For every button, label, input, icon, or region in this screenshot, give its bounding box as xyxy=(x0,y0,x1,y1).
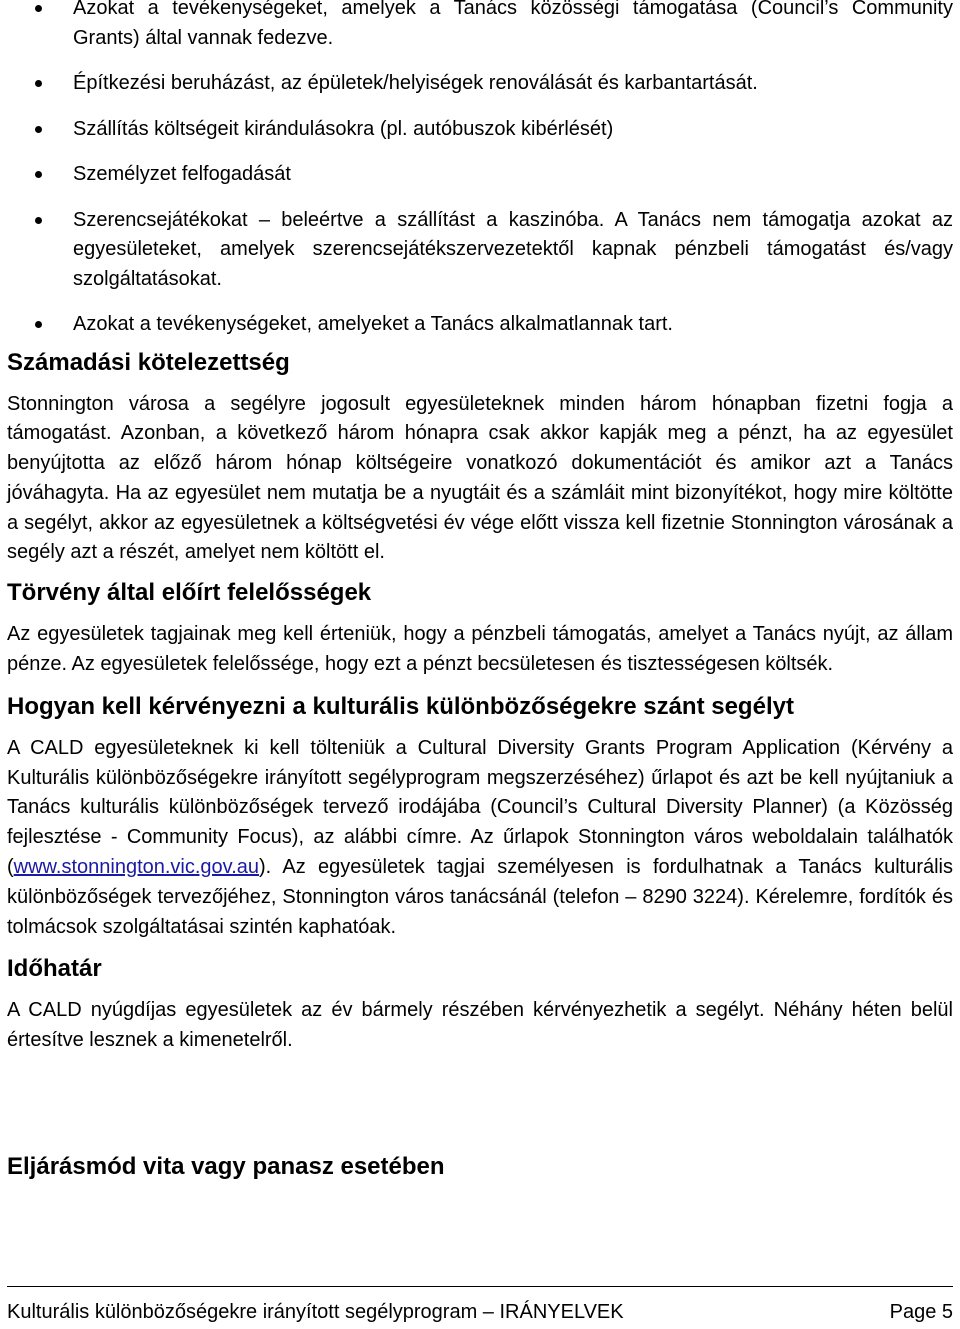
paragraph-deadline: A CALD nyúgdíjas egyesületek az év bármely részében kérvényezhetik a segélyt. Néhány héten belül értesítve lesznek a kimenetelről. xyxy=(7,999,953,1052)
paragraph-accountability: Stonnington városa a segélyre jogosult egyesületeknek minden három hónapban fizetni fogja a támogatást. Azonban, a következő három hónapra csak akkor kapják meg a pénzt, ha az egyesület benyújtotta az előző három hónap költségeire vonatkozó dokumentációt és amikor azt a Tanács jóváhagyta. Ha az egyesület nem mutatja be a nyugtáit és a számláit mint bizonyítékot, hogy mire költötte a segélyt, akkor az egyesületnek a költségvetési év vége előtt vissza kell fizetnie Stonnington városának a segély azt a részét, amelyet nem költött el. xyxy=(7,392,953,564)
heading-deadline: Időhatár xyxy=(7,955,102,983)
list-item xyxy=(7,69,953,99)
list-item-text: Azokat a tevékenységeket, amelyeket a Tanács alkalmatlannak tart. xyxy=(73,313,673,335)
apply-text-start: A CALD egyesületeknek ki kell tölteniük a Cultural Diversity Grants Program Application (Kérvény a Kulturális különbözőségekre irányított segélyprogram megszerzéséhez) űrlapot és azt be kell nyújtaniuk a Tanács kulturális különbözőségek tervező irodájába (Council’s Cultural Diversity Planner) (a Közösség fejlesztése - Community Focus), az alábbi címre. Az űrlapok Stonnington város weboldalain találhatók ( xyxy=(7,736,953,879)
paragraph-how-to-apply xyxy=(7,734,953,943)
heading-how-to-apply: Hogyan kell kérvényezni a kulturális különbözőségekre szánt segélyt xyxy=(7,692,794,720)
list-item-text: Személyzet felfogadását xyxy=(73,163,291,185)
list-item xyxy=(7,160,953,190)
list-item xyxy=(7,0,953,53)
bullet-list xyxy=(7,0,953,340)
bullet-icon xyxy=(35,321,42,328)
apply-text-end: ). Az egyesületek tagjai személyesen is fordulhatnak a Tanács kulturális különbözőségek tervezőjéhez, Stonnington város tanácsánál (telefon – 8290 3224). Kérelemre, fordítók és tolmácsok szolgáltatásai szintén kaphatóak. xyxy=(7,856,953,938)
bullet-icon xyxy=(35,171,42,178)
list-item-text: Építkezési beruházást, az épületek/helyiségek renoválását és karbantartását. xyxy=(73,72,758,94)
list-item xyxy=(7,206,953,295)
paragraph-legal-responsibilities: Az egyesületek tagjainak meg kell érteniük, hogy a pénzbeli támogatás, amelyet a Tanács nyújt, az állam pénze. Az egyesületek felelőssége, hogy ezt a pénzt becsületesen és tisztességesen költsék. xyxy=(7,623,953,676)
website-link[interactable]: www.stonnington.vic.gov.au xyxy=(13,856,259,879)
footer-title: Kulturális különbözőségekre irányított segélyprogram – IRÁNYELVEK xyxy=(7,1301,624,1323)
list-item-text: Szerencsejátékokat – beleértve a szállítást a kaszinóba. A Tanács nem támogatja azokat az egyesületeket, amelyek szerencsejátékszervezetektől kapnak pénzbeli támogatást és/vagy szolgáltatásokat. xyxy=(73,208,953,290)
page-footer xyxy=(7,1286,953,1325)
heading-accountability: Számadási kötelezettség xyxy=(7,348,290,376)
page-number: Page 5 xyxy=(889,1301,953,1323)
bullet-icon xyxy=(35,217,42,224)
list-item-text: Azokat a tevékenységeket, amelyek a Tanács közösségi támogatása (Council’s Community Grants) által vannak fedezve. xyxy=(73,0,953,49)
list-item-text: Szállítás költségeit kirándulásokra (pl. autóbuszok kibérlését) xyxy=(73,117,614,140)
bullet-icon xyxy=(35,80,42,87)
list-item xyxy=(7,310,953,340)
list-item xyxy=(7,115,953,145)
bullet-icon xyxy=(35,126,42,133)
document-page xyxy=(7,0,953,1182)
heading-complaints: Eljárásmód vita vagy panasz esetében xyxy=(7,1153,445,1181)
heading-legal-responsibilities: Törvény által előírt felelősségek xyxy=(7,579,372,607)
bullet-icon xyxy=(35,5,42,12)
